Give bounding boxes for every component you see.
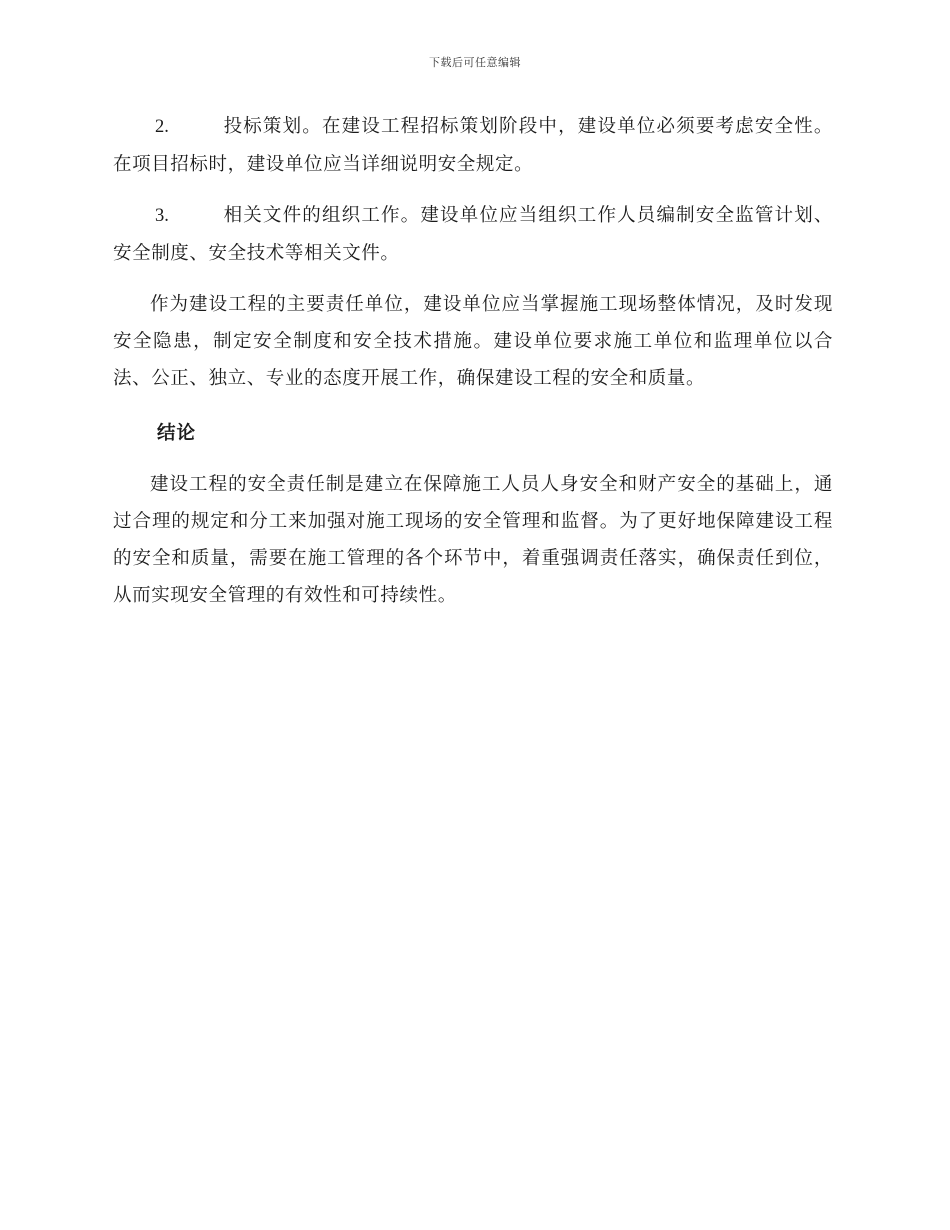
list-item-text: 投标策划。在建设工程招标策划阶段中，建设单位必须要考虑安全性。在项目招标时，建设单位应当详细说明安全规定。 (113, 116, 833, 175)
list-item-text: 相关文件的组织工作。建设单位应当组织工作人员编制安全监管计划、安全制度、安全技术等相关文件。 (113, 205, 833, 264)
list-item (113, 108, 833, 183)
list-item (113, 197, 833, 272)
conclusion-paragraph: 建设工程的安全责任制是建立在保障施工人员人身安全和财产安全的基础上，通过合理的规定和分工来加强对施工现场的安全管理和监督。为了更好地保障建设工程的安全和质量，需要在施工管理的各个环节中，着重强调责任落实，确保责任到位，从而实现安全管理的有效性和可持续性。 (113, 474, 833, 606)
body-paragraph: 作为建设工程的主要责任单位，建设单位应当掌握施工现场整体情况，及时发现安全隐患，制定安全制度和安全技术措施。建设单位要求施工单位和监理单位以合法、公正、独立、专业的态度开展工作，确保建设工程的安全和质量。 (113, 294, 833, 389)
list-number: 2. (155, 117, 169, 137)
document-body (113, 108, 833, 614)
section-heading: 结论 (157, 423, 197, 444)
list-number: 3. (155, 206, 169, 226)
page-header: 下载后可任意编辑 (429, 56, 521, 69)
